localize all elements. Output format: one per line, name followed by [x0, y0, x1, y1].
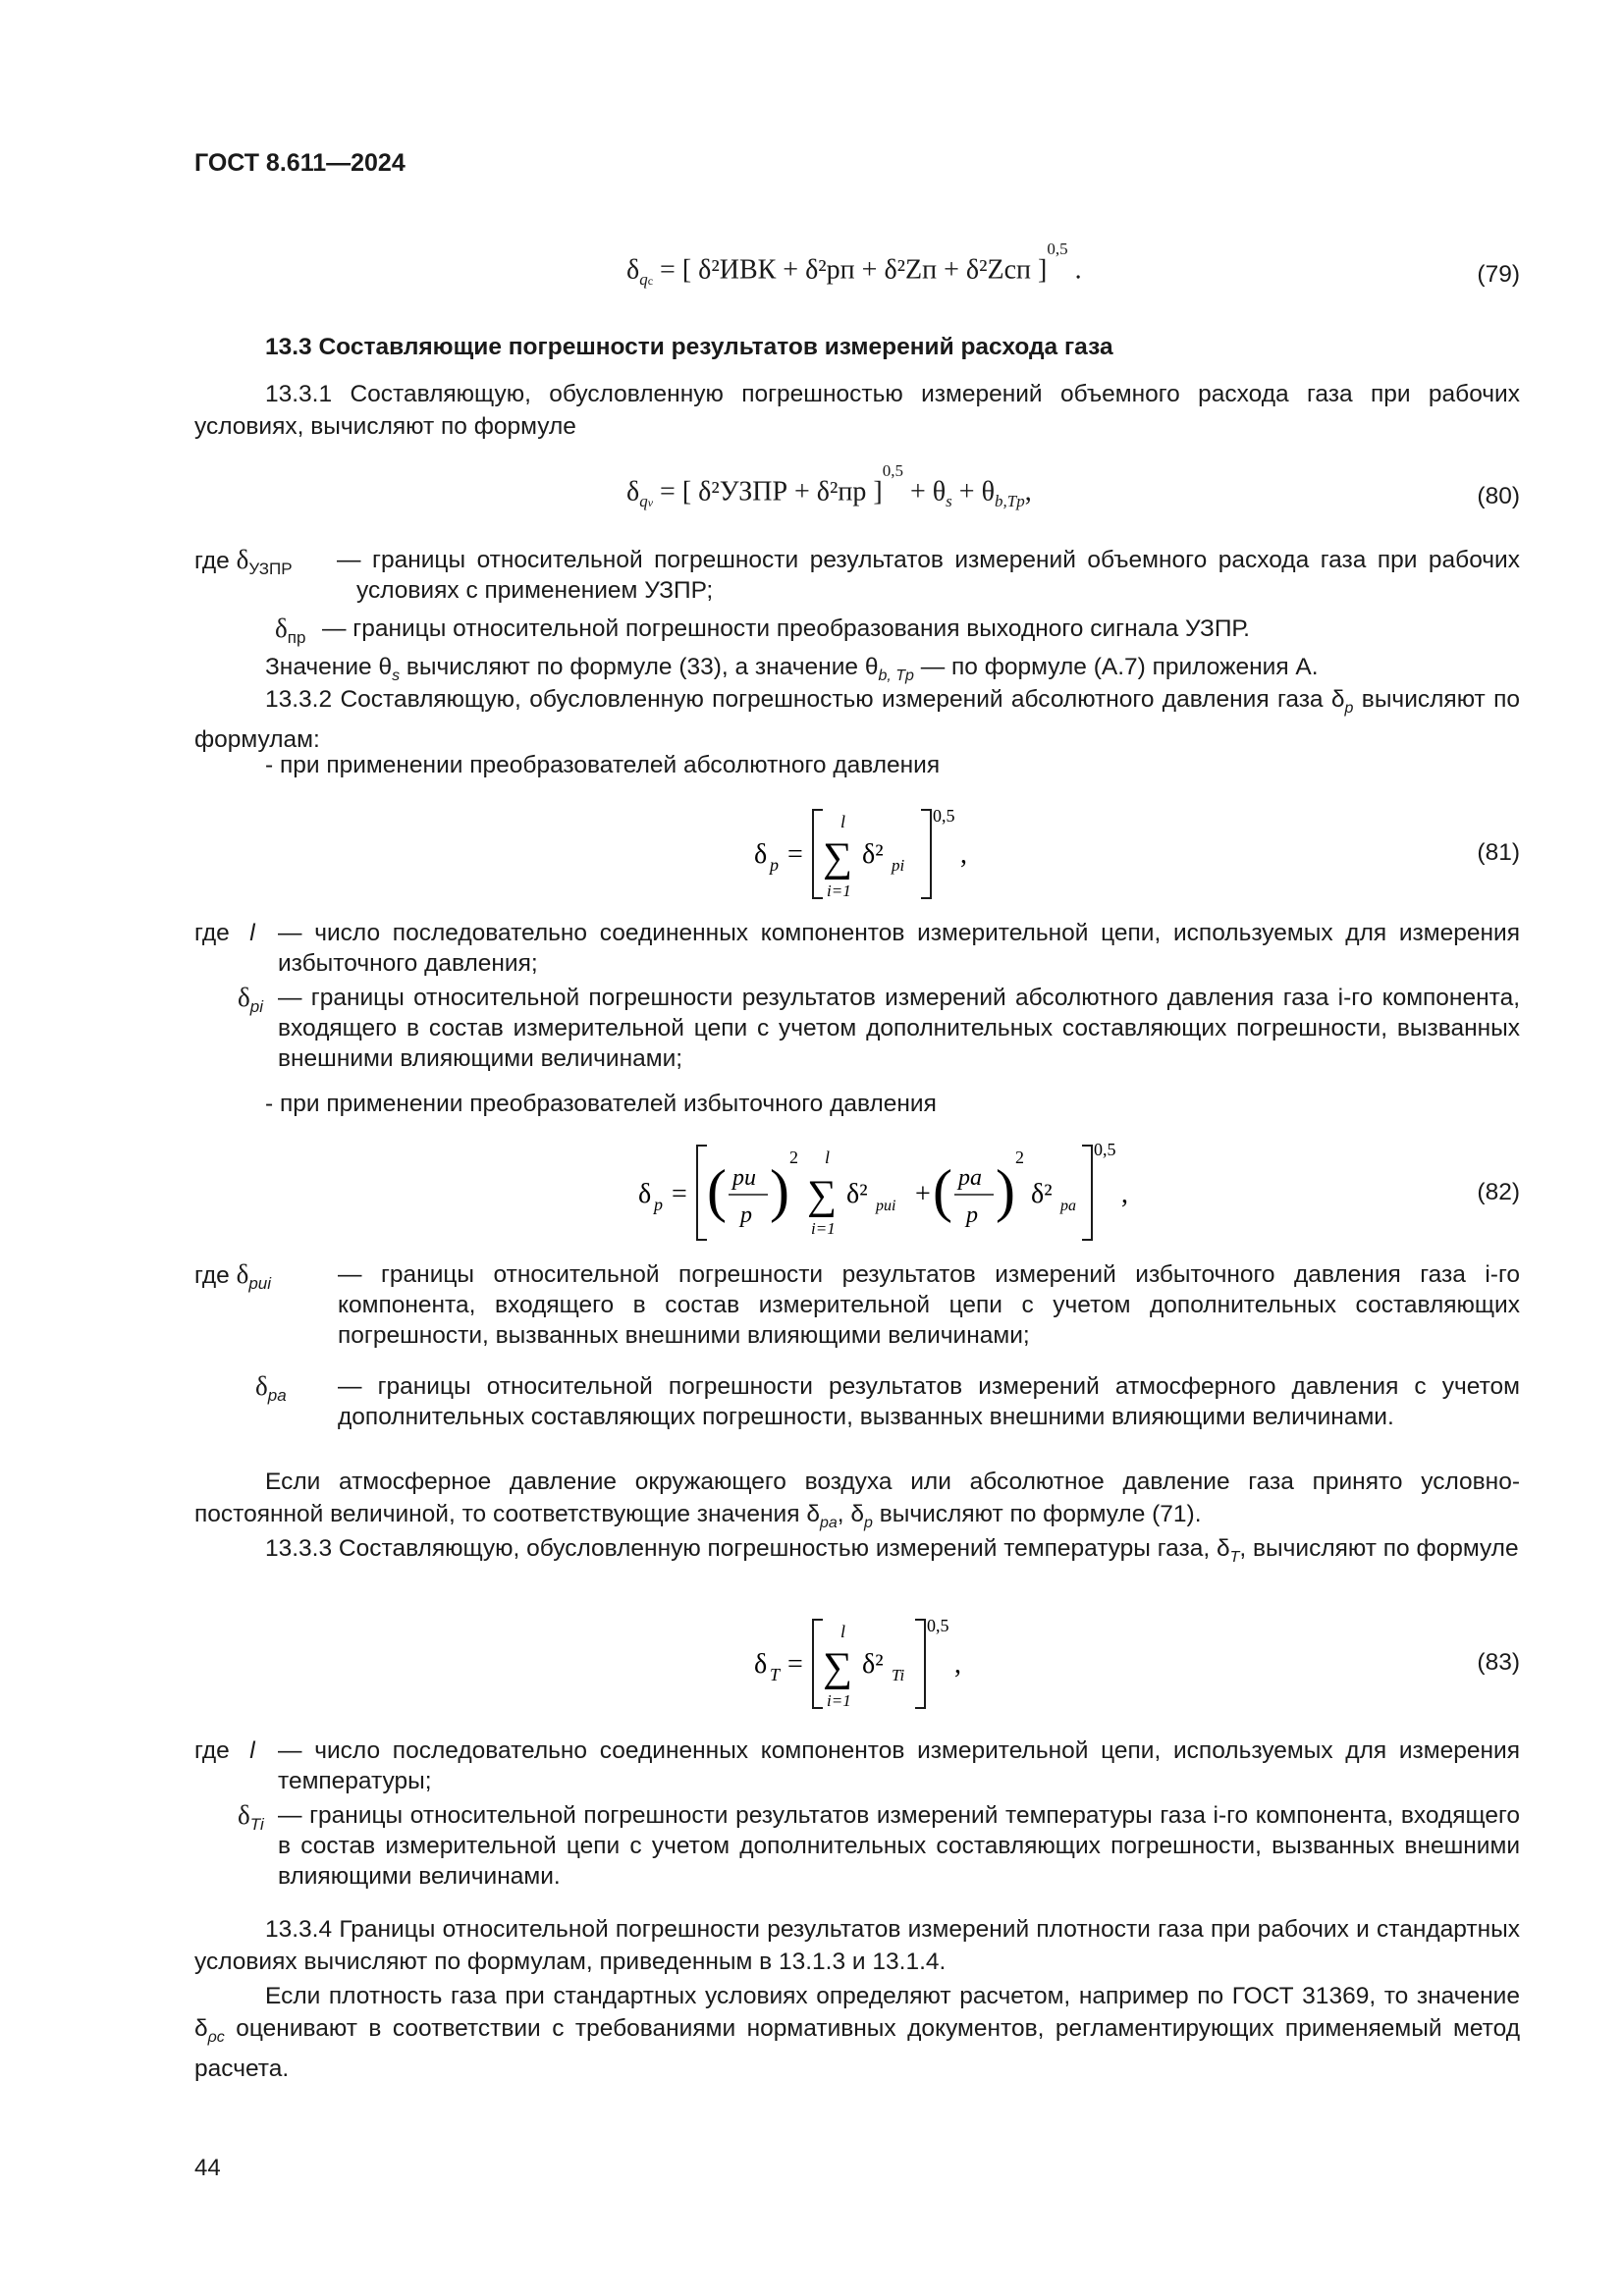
equation-82: [194, 1134, 1520, 1252]
where-label-81: где l: [194, 920, 255, 946]
paragraph-13-3-1: 13.3.1 Составляющую, обусловленную погрешностью измерений объемного расхода газа при рабочих условиях, вычисляют по формуле: [194, 381, 1520, 440]
equation-number-79: (79): [1477, 261, 1520, 288]
paragraph-13-3-3: 13.3.3 Составляющую, обусловленную погрешностью измерений температуры газа, $\delta_T$, вычисляют по формуле: [265, 1535, 1519, 1566]
equation-number-83: (83): [1477, 1649, 1520, 1676]
svg-text:δ²: δ²: [1031, 1179, 1053, 1209]
svg-text:2: 2: [1015, 1148, 1024, 1167]
definition-delta-pii: — границы относительной погрешности результатов измерений избыточного давления газа i-го компонента, входящего в состав измерительной цепи с учетом дополнительных составляющих погрешности, вызванных внешними влияющими величинами;: [338, 1261, 1520, 1349]
definition-l-81: — число последовательно соединенных компонентов измерительной цепи, используемых для измерения избыточного давления;: [278, 920, 1520, 977]
svg-text:p: p: [966, 1202, 978, 1228]
svg-text:δ: δ: [754, 839, 768, 870]
paragraph-13-3-4: 13.3.4 Границы относительной погрешности результатов измерений плотности газа при рабочих и стандартных условиях вычисляют по формулам, приведенным в 13.1.3 и 13.1.4.: [194, 1916, 1520, 1975]
definition-delta-ti: — границы относительной погрешности результатов измерений температуры газа i-го компонента, входящего в состав измерительной цепи с учетом дополнительных составляющих погрешности, вызванных внешними влияющими величинами.: [278, 1802, 1520, 1890]
formula-81-graphic: [194, 800, 1520, 908]
paragraph-theta-values: Значение $\theta_s$ вычисляют по формуле (33), а значение $\theta_{b, Tp}$ — по формуле (А.7) приложения А.: [265, 654, 1319, 684]
svg-text:(: (: [707, 1158, 727, 1223]
definitions-80: [194, 545, 1520, 653]
svg-text:=: =: [787, 1649, 803, 1680]
svg-text:∑: ∑: [823, 835, 852, 881]
equation-81: [194, 800, 1520, 908]
svg-text:2: 2: [789, 1148, 798, 1167]
bullet-excess-pressure: - при применении преобразователей избыточного давления: [265, 1091, 937, 1117]
definitions-83: [194, 1735, 1520, 1912]
svg-text:+: +: [915, 1179, 931, 1209]
definition-l-83: — число последовательно соединенных компонентов измерительной цепи, используемых для измерения температуры;: [278, 1737, 1520, 1794]
svg-text:=: =: [787, 839, 803, 870]
svg-text:δ: δ: [638, 1179, 652, 1209]
equation-79: [194, 240, 1520, 304]
definition-delta-pa: — границы относительной погрешности результатов измерений атмосферного давления с учетом дополнительных составляющих погрешности, вызванных внешними влияющими величинами.: [338, 1373, 1520, 1430]
formula-82-graphic: [194, 1134, 1520, 1252]
definition-delta-pi: — границы относительной погрешности результатов измерений абсолютного давления газа i-го компонента, входящего в состав измерительной цепи с учетом дополнительных составляющих погрешности, вызванных внешними влияющими величинами;: [278, 985, 1520, 1072]
svg-text:,: ,: [1121, 1179, 1128, 1209]
where-label-83: где l: [194, 1737, 255, 1764]
equation-83: [194, 1610, 1520, 1718]
svg-text:pа: pа: [1060, 1198, 1076, 1214]
equation-number-81: (81): [1477, 839, 1520, 866]
svg-text:0,5: 0,5: [1094, 1140, 1116, 1159]
equation-number-80: (80): [1477, 483, 1520, 509]
term-delta-pi: $\delta_{pi}$: [238, 983, 263, 1016]
where-label: где $\delta_{УЗПР}$: [194, 545, 293, 578]
formula-83-graphic: [194, 1610, 1520, 1718]
svg-text:): ): [996, 1158, 1015, 1223]
svg-text:pи: pи: [732, 1165, 756, 1191]
svg-text:0,5: 0,5: [933, 806, 955, 826]
svg-text:l: l: [840, 1622, 846, 1641]
svg-text:pа: pа: [958, 1165, 982, 1191]
svg-text:0,5: 0,5: [927, 1616, 949, 1635]
definition-delta-uzpr: — границы относительной погрешности результатов измерений объемного расхода газа при рабочих условиях с применением УЗПР;: [337, 547, 1520, 604]
svg-text:δ²: δ²: [862, 839, 884, 870]
paragraph-13-3-2: 13.3.2 Составляющую, обусловленную погрешностью измерений абсолютного давления газа $\delta_p$ вычисляют по формулам:: [194, 686, 1520, 754]
equation-number-82: (82): [1477, 1179, 1520, 1205]
svg-text:l: l: [840, 812, 846, 831]
svg-text:δ²: δ²: [846, 1179, 868, 1209]
paragraph-atmospheric: Если атмосферное давление окружающего воздуха или абсолютное давление газа принято условно-постоянной величиной, то соответствующие значения $\delta_{pа}$, $\delta_p$ вычисляют по формуле (71).: [194, 1468, 1520, 1531]
svg-text:): ): [770, 1158, 789, 1223]
svg-text:Ti: Ti: [892, 1666, 905, 1684]
svg-text:,: ,: [960, 839, 967, 870]
definitions-81: [194, 918, 1520, 1114]
svg-text:p: p: [740, 1202, 752, 1228]
svg-text:δ²: δ²: [862, 1649, 884, 1680]
svg-text:∑: ∑: [823, 1645, 852, 1690]
where-label-82: где $\delta_{pиi}$: [194, 1259, 271, 1293]
svg-text:=: =: [672, 1179, 687, 1209]
bullet-absolute-pressure: - при применении преобразователей абсолютного давления: [265, 752, 941, 778]
svg-text:,: ,: [954, 1649, 961, 1680]
definitions-82: [194, 1259, 1520, 1456]
document-header: ГОСТ 8.611—2024: [194, 149, 406, 177]
svg-text:δ: δ: [754, 1649, 768, 1680]
page-number: 44: [194, 2155, 221, 2181]
section-title-13-3: 13.3 Составляющие погрешности результатов измерений расхода газа: [265, 334, 1113, 360]
term-delta-ti: $\delta_{Ti}$: [238, 1800, 264, 1834]
svg-text:∑: ∑: [807, 1173, 837, 1218]
svg-text:l: l: [825, 1148, 831, 1167]
definition-delta-pr: — границы относительной погрешности преобразования выходного сигнала УЗПР.: [322, 615, 1250, 642]
svg-text:i=1: i=1: [811, 1219, 836, 1238]
svg-text:pиi: pиi: [876, 1198, 896, 1214]
svg-text:i=1: i=1: [827, 1691, 851, 1710]
svg-text:p: p: [654, 1195, 663, 1214]
svg-text:pi: pi: [892, 856, 905, 875]
svg-text:i=1: i=1: [827, 881, 851, 900]
formula-80: $\delta_{qv}$ = [ δ²УЗПР + δ²пр ]$^{0,5} + \theta_s + \theta_{b,Tp}$,: [626, 461, 1032, 510]
term-delta-pr: $\delta_{пр}$: [275, 614, 306, 647]
svg-text:(: (: [933, 1158, 952, 1223]
formula-79: $\delta_{qс}$ = [ δ²ИВК + δ²pп + δ²Zп + δ²Zсп ]$^{0,5}$ .: [626, 240, 1082, 289]
term-delta-pa: $\delta_{pа}$: [255, 1371, 287, 1405]
paragraph-density: Если плотность газа при стандартных условиях определяют расчетом, например по ГОСТ 31369, то значение $\delta_{\rho с}$ оценивают в соответствии с требованиями нормативных документов, регламентирующих применяемый метод расчета.: [194, 1983, 1520, 2082]
equation-80: [194, 461, 1520, 520]
svg-text:p: p: [770, 855, 779, 875]
svg-text:T: T: [770, 1665, 781, 1684]
